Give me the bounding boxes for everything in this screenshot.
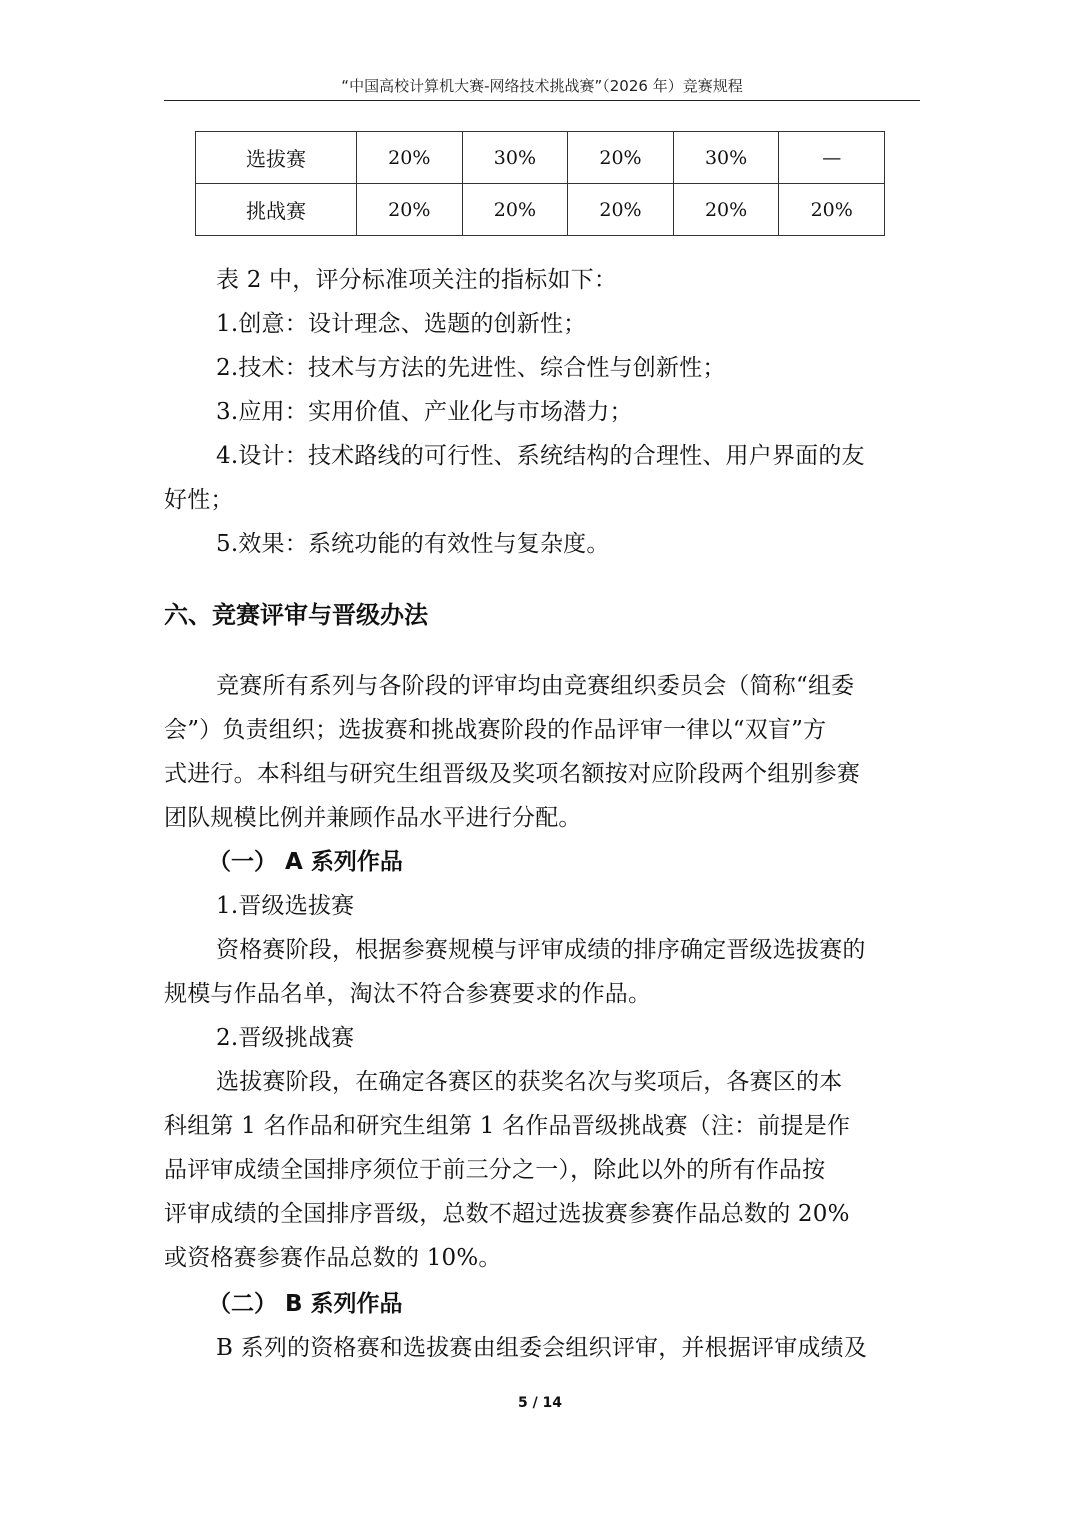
- table-cell: 20%: [568, 184, 674, 236]
- table-cell: 20%: [462, 184, 568, 236]
- table-row: [196, 132, 885, 184]
- paragraph-line: B 系列的资格赛和选拔赛由组委会组织评审，并根据评审成绩及: [216, 1335, 868, 1361]
- criteria-item-4: 4.设计：技术路线的可行性、系统结构的合理性、用户界面的友: [216, 443, 865, 469]
- paragraph-line: 评审成绩的全国排序晋级，总数不超过选拔赛参赛作品总数的 20%: [164, 1201, 850, 1227]
- paragraph-line: 规模与作品名单，淘汰不符合参赛要求的作品。: [164, 981, 652, 1007]
- paragraph-line: 团队规模比例并兼顾作品水平进行分配。: [164, 805, 582, 831]
- page-number: 5 / 14: [517, 1395, 563, 1411]
- table-row: [196, 184, 885, 236]
- page-header: “中国高校计算机大赛-网络技术挑战赛”（2026 年）竞赛规程: [341, 77, 743, 95]
- criteria-intro: 表 2 中，评分标准项关注的指标如下：: [216, 267, 618, 293]
- table-cell: 挑战赛: [196, 184, 357, 236]
- subsection-heading-a: （一） A 系列作品: [208, 849, 403, 875]
- table-cell: 30%: [673, 132, 779, 184]
- table-cell: 20%: [568, 132, 674, 184]
- criteria-item-1: 1.创意：设计理念、选题的创新性；: [216, 311, 587, 337]
- table-cell: 选拔赛: [196, 132, 357, 184]
- paragraph-line: 或资格赛参赛作品总数的 10%。: [164, 1245, 502, 1271]
- paragraph-line: 竞赛所有系列与各阶段的评审均由竞赛组织委员会（简称“组委: [216, 673, 855, 699]
- section-heading: 六、竞赛评审与晋级办法: [164, 601, 428, 629]
- paragraph-line: 选拔赛阶段，在确定各赛区的获奖名次与奖项后，各赛区的本: [216, 1069, 843, 1095]
- table-cell: 20%: [673, 184, 779, 236]
- header-rule: [164, 100, 920, 101]
- paragraph-line: 式进行。本科组与研究生组晋级及奖项名额按对应阶段两个组别参赛: [164, 761, 860, 787]
- paragraph-line: 科组第 1 名作品和研究生组第 1 名作品晋级挑战赛（注：前提是作: [164, 1113, 851, 1139]
- table-cell: —: [779, 132, 885, 184]
- paragraph-line: 资格赛阶段，根据参赛规模与评审成绩的排序确定晋级选拔赛的: [216, 937, 866, 963]
- item-title: 2.晋级挑战赛: [216, 1025, 355, 1051]
- paragraph-line: 品评审成绩全国排序须位于前三分之一），除此以外的所有作品按: [164, 1157, 826, 1183]
- table-cell: 20%: [357, 132, 463, 184]
- paragraph-line: 会”）负责组织；选拔赛和挑战赛阶段的作品评审一律以“双盲”方: [164, 717, 827, 743]
- table-cell: 20%: [779, 184, 885, 236]
- subsection-heading-b: （二） B 系列作品: [208, 1291, 403, 1317]
- score-table: [195, 131, 885, 236]
- table-cell: 20%: [357, 184, 463, 236]
- item-title: 1.晋级选拔赛: [216, 893, 355, 919]
- criteria-item-5: 5.效果：系统功能的有效性与复杂度。: [216, 531, 610, 557]
- criteria-item-4-cont: 好性；: [164, 487, 234, 513]
- criteria-item-2: 2.技术：技术与方法的先进性、综合性与创新性；: [216, 355, 726, 381]
- criteria-item-3: 3.应用：实用价值、产业化与市场潜力；: [216, 399, 633, 425]
- table-cell: 30%: [462, 132, 568, 184]
